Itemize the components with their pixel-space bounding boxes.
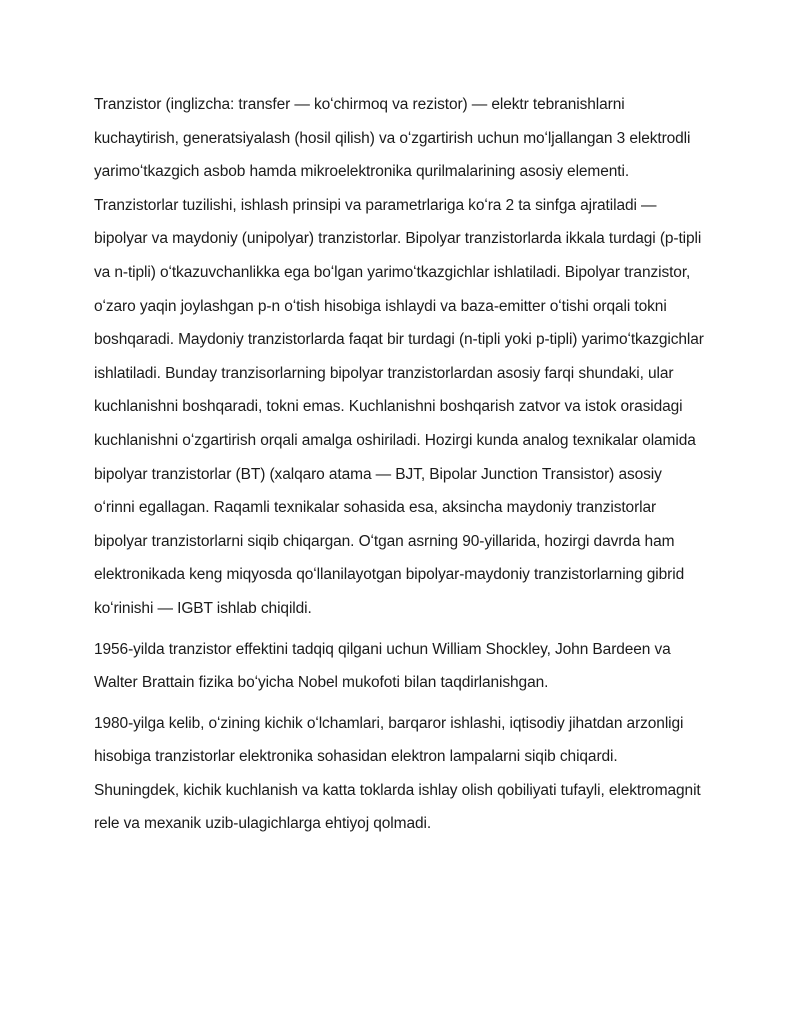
paragraph-1980: 1980-yilga kelib, oʻzining kichik oʻlchamlari, barqaror ishlashi, iqtisodiy jihatdan arzonligi hisobiga tranzistorlar elektronika sohasidan elektron lampalarni siqib chiqardi. Shuningdek, kichik kuchlanish va katta toklarda ishlay olish qobiliyati tufayli, elektromagnit rele va mexanik uzib-ulagichlarga ehtiyoj qolmadi.	[94, 714, 701, 833]
document-body	[94, 88, 706, 848]
paragraph-nobel: 1956-yilda tranzistor effektini tadqiq qilgani uchun William Shockley, John Bardeen va Walter Brattain fizika boʻyicha Nobel mukofoti bilan taqdirlanishgan.	[94, 640, 671, 692]
paragraph-intro: Tranzistor (inglizcha: transfer — koʻchirmoq va rezistor) — elektr tebranishlarni kuchaytirish, generatsiyalash (hosil qilish) va oʻzgartirish uchun moʻljallangan 3 elektrodli yarimoʻtkazgich asbob hamda mikroelektronika qurilmalarining asosiy elementi. Tranzistorlar tuzilishi, ishlash prinsipi va parametrlariga koʻra 2 ta sinfga ajratiladi — bipolyar va maydoniy (unipolyar) tranzistorlar. Bipolyar tranzistorlarda ikkala turdagi (p-tipli va n-tipli) oʻtkazuvchanlikka ega boʻlgan yarimoʻtkazgichlar ishlatiladi. Bipolyar tranzistor, oʻzaro yaqin joylashgan p-n oʻtish hisobiga ishlaydi va baza-emitter oʻtishi orqali tokni boshqaradi. Maydoniy tranzistorlarda faqat bir turdagi (n-tipli yoki p-tipli) yarimoʻtkazgichlar ishlatiladi. Bunday tranzisorlarning bipolyar tranzistorlardan asosiy farqi shundaki, ular kuchlanishni boshqaradi, tokni emas. Kuchlanishni boshqarish zatvor va istok orasidagi kuchlanishni oʻzgartirish orqali amalga oshiriladi. Hozirgi kunda analog texnikalar olamida bipolyar tranzistorlar (BT) (xalqaro atama — BJT, Bipolar Junction Transistor) asosiy oʻrinni egallagan. Raqamli texnikalar sohasida esa, aksincha maydoniy tranzistorlar bipolyar tranzistorlarni siqib chiqargan. Oʻtgan asrning 90-yillarida, hozirgi davrda ham elektronikada keng miqyosda qoʻllanilayotgan bipolyar-maydoniy tranzistorlarning gibrid koʻrinishi — IGBT ishlab chiqildi.	[94, 96, 704, 617]
